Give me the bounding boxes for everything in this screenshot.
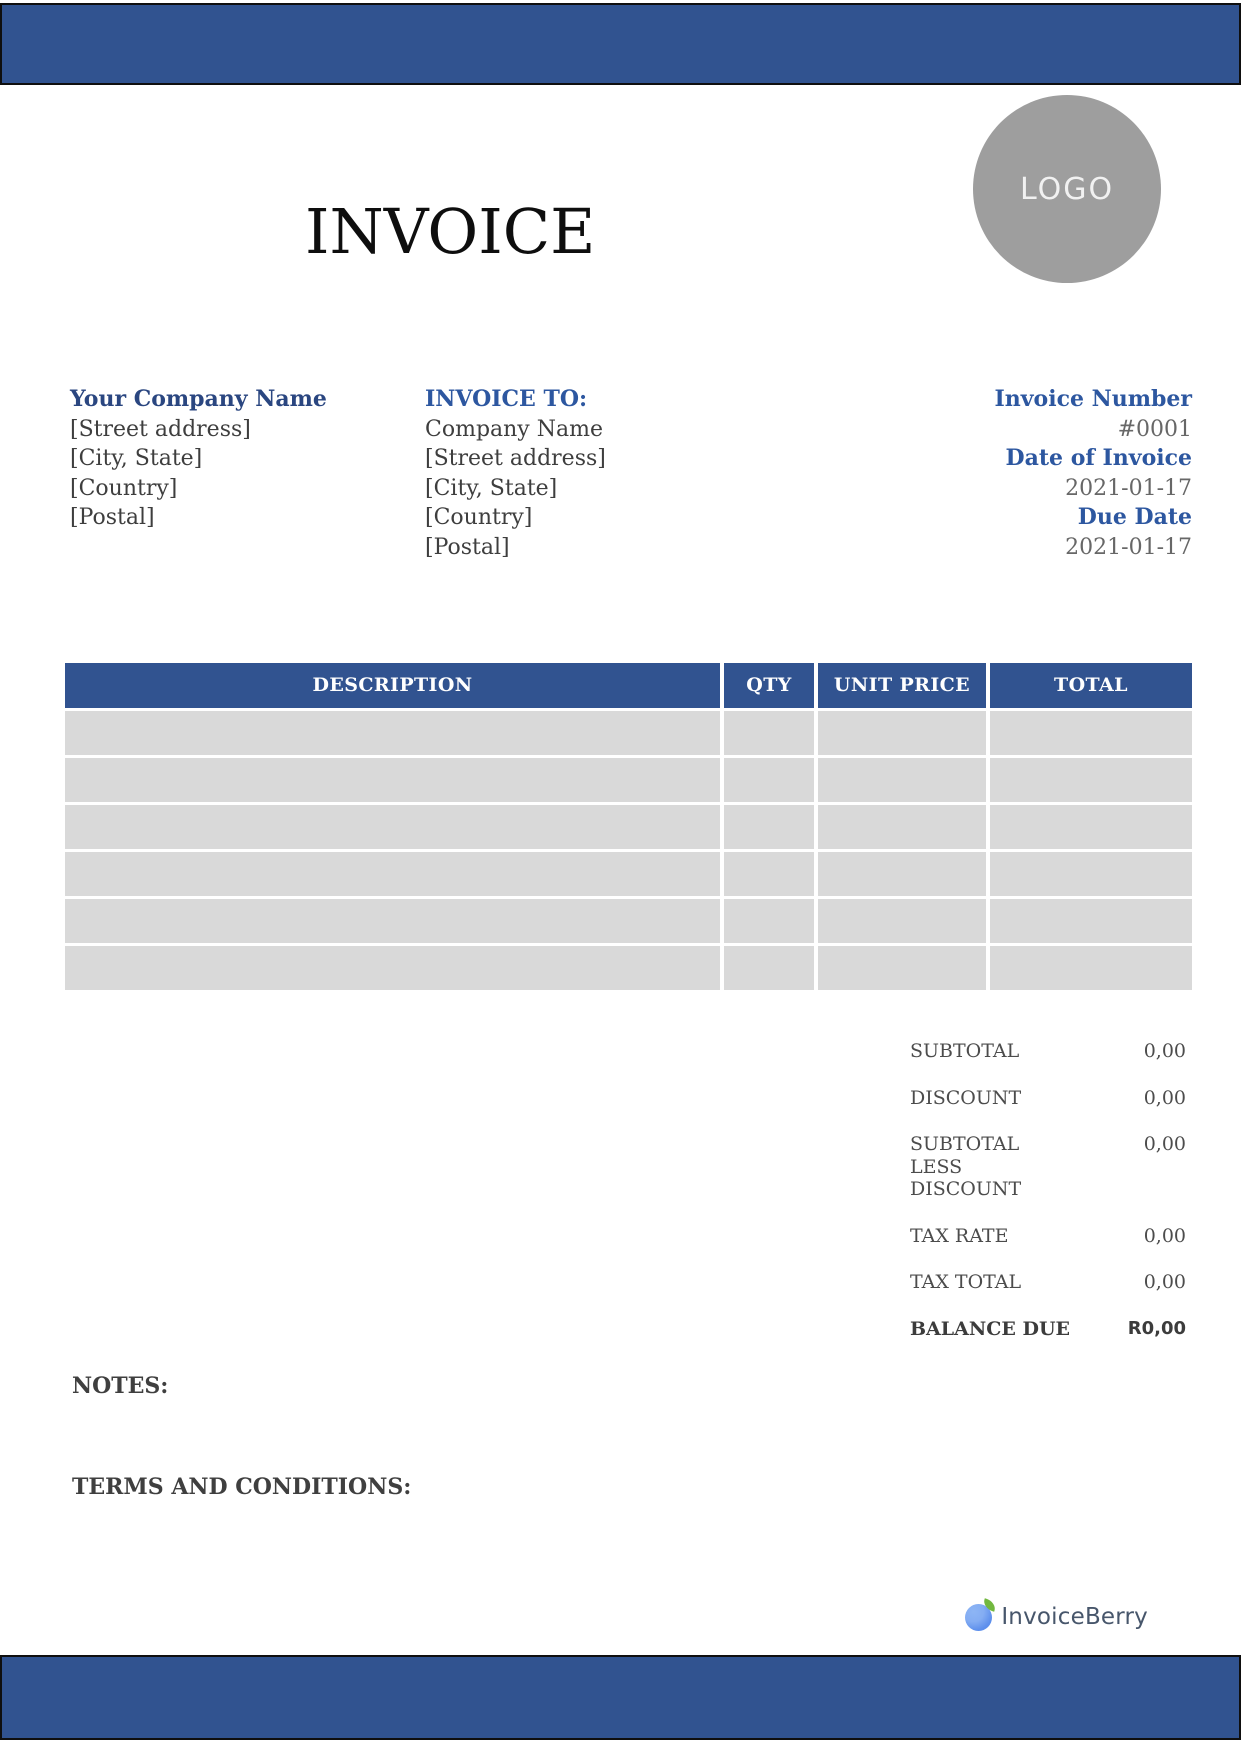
invoice-to-line: [Country] — [425, 505, 533, 530]
table-cell — [818, 946, 986, 990]
meta-value: 2021-01-17 — [1065, 534, 1192, 560]
table-cell — [65, 946, 720, 990]
table-cell — [990, 852, 1192, 896]
table-cell — [818, 758, 986, 802]
table-cell — [724, 758, 814, 802]
page-title: INVOICE — [305, 195, 596, 268]
totals-row — [910, 1225, 1186, 1248]
brand-name: InvoiceBerry — [1001, 1604, 1148, 1630]
company-name: Your Company Name — [70, 386, 327, 412]
table-cell — [818, 711, 986, 755]
company-address — [70, 415, 327, 533]
invoiceberry-berry-icon — [965, 1604, 992, 1631]
invoice-meta-block — [994, 385, 1192, 562]
totals-value: 0,00 — [1143, 1040, 1186, 1062]
invoice-to-address — [425, 415, 606, 563]
logo-placeholder-text: LOGO — [1019, 171, 1115, 207]
table-cell — [65, 805, 720, 849]
meta-label: Date of Invoice — [1005, 445, 1192, 471]
table-cell — [818, 805, 986, 849]
totals-value: 0,00 — [1143, 1133, 1186, 1155]
table-cell — [818, 899, 986, 943]
notes-heading: NOTES: — [72, 1373, 169, 1399]
company-block — [70, 385, 327, 533]
bottom-accent-bar — [0, 1655, 1241, 1740]
totals-label: DISCOUNT — [910, 1086, 1022, 1109]
berry-leaf-icon — [982, 1598, 997, 1612]
table-cell — [990, 899, 1192, 943]
meta-label: Due Date — [1077, 504, 1192, 530]
company-address-line: [Postal] — [70, 505, 155, 530]
meta-value: #0001 — [1117, 416, 1192, 442]
table-header-cell: UNIT PRICE — [818, 663, 986, 708]
invoice-to-label: INVOICE TO: — [425, 386, 588, 412]
invoice-to-line: [City, State] — [425, 475, 558, 501]
table-cell — [724, 852, 814, 896]
invoice-to-line: [Street address] — [425, 446, 606, 471]
totals-value: 0,00 — [1143, 1086, 1186, 1109]
totals-label: TAX TOTAL — [910, 1271, 1022, 1293]
invoice-to-line: [Postal] — [425, 534, 510, 560]
company-address-line: [Street address] — [70, 416, 251, 442]
totals-label: SUBTOTAL — [910, 1040, 1020, 1062]
logo-placeholder — [973, 95, 1161, 283]
top-accent-bar — [0, 3, 1241, 85]
totals-value: R0,00 — [1127, 1317, 1186, 1339]
table-header-cell: TOTAL — [990, 663, 1192, 708]
footer-brand — [965, 1600, 1148, 1634]
table-cell — [65, 758, 720, 802]
company-address-line: [Country] — [70, 475, 178, 501]
totals-row — [910, 1271, 1186, 1294]
totals-value: 0,00 — [1143, 1224, 1186, 1247]
totals-label: TAX RATE — [910, 1224, 1009, 1247]
totals-row — [910, 1040, 1186, 1063]
table-cell — [990, 711, 1192, 755]
table-cell — [65, 852, 720, 896]
table-cell — [724, 946, 814, 990]
totals-row — [910, 1318, 1186, 1341]
totals-label: SUBTOTAL LESS DISCOUNT — [910, 1133, 1022, 1200]
items-table — [65, 663, 1192, 990]
totals-label: BALANCE DUE — [910, 1317, 1071, 1340]
table-cell — [990, 805, 1192, 849]
invoice-to-line: Company Name — [425, 416, 603, 442]
table-cell — [990, 758, 1192, 802]
table-cell — [724, 805, 814, 849]
table-header-cell: DESCRIPTION — [65, 663, 720, 708]
company-address-line: [City, State] — [70, 446, 203, 471]
table-cell — [990, 946, 1192, 990]
totals-row — [910, 1087, 1186, 1110]
table-cell — [65, 899, 720, 943]
totals-row — [910, 1133, 1186, 1201]
meta-label: Invoice Number — [994, 386, 1192, 412]
invoice-to-block — [425, 385, 606, 562]
table-cell — [724, 899, 814, 943]
table-cell — [65, 711, 720, 755]
table-cell — [724, 711, 814, 755]
table-cell — [818, 852, 986, 896]
terms-heading: TERMS AND CONDITIONS: — [72, 1474, 412, 1500]
totals-block — [910, 1040, 1186, 1364]
table-header-cell: QTY — [724, 663, 814, 708]
totals-value: 0,00 — [1143, 1271, 1186, 1293]
meta-value: 2021-01-17 — [1065, 475, 1192, 501]
